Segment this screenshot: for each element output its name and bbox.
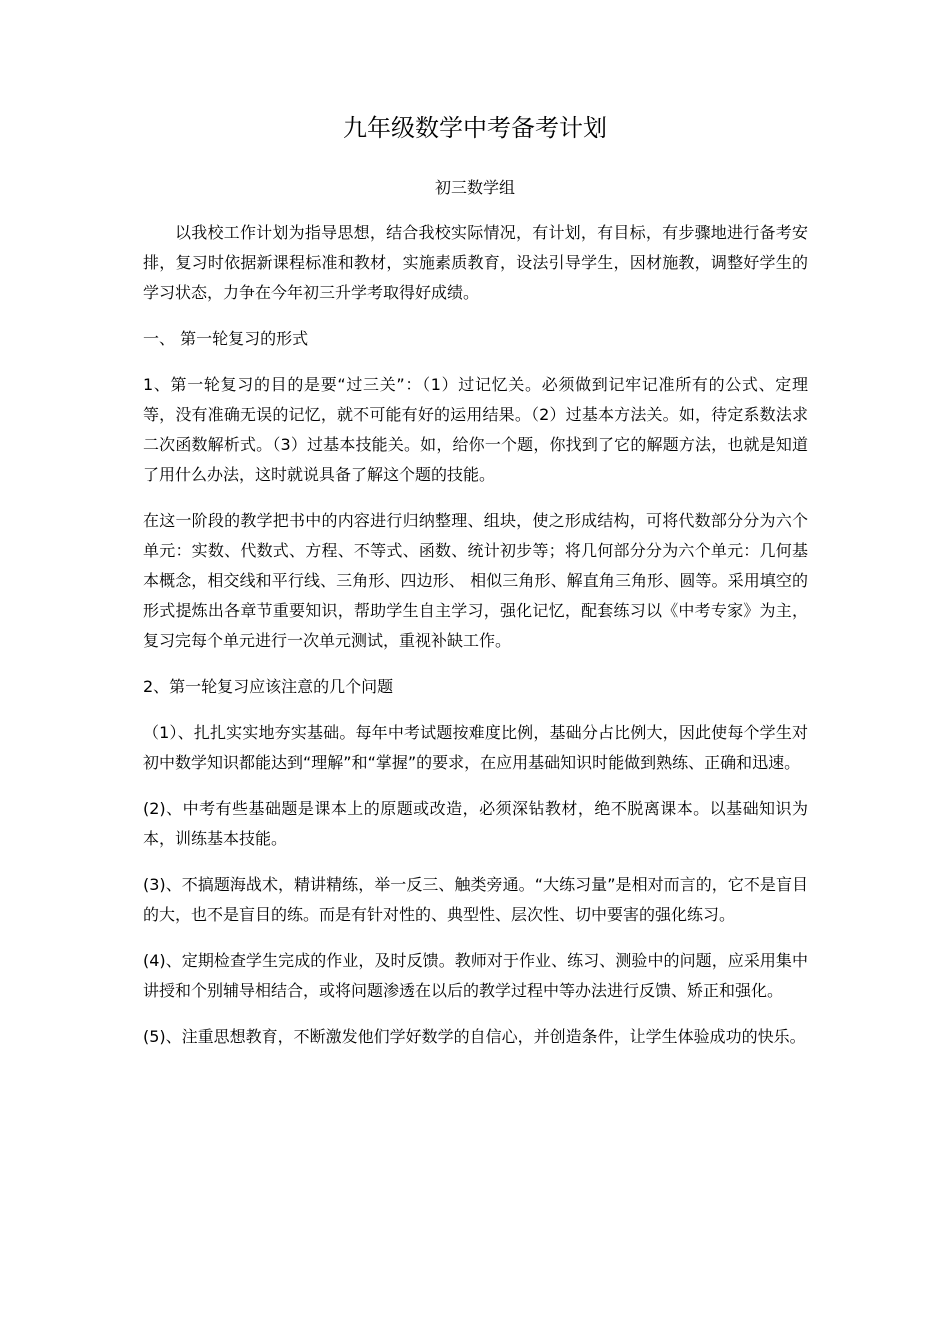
- note-paragraph-3: (3)、不搞题海战术，精讲精练，举一反三、触类旁通。“大练习量”是相对而言的，它不是盲目的大，也不是盲目的练。而是有针对性的、典型性、层次性、切中要害的强化练习。: [143, 875, 808, 924]
- item-2-heading: 2、第一轮复习应该注意的几个问题: [143, 677, 394, 696]
- stage-paragraph: 在这一阶段的教学把书中的内容进行归纳整理、组块，使之形成结构，可将代数部分分为六个单元：实数、代数式、方程、不等式、函数、统计初步等；将几何部分分为六个单元：几何基本概念，相交线和平行线、三角形、四边形、 相似三角形、解直角三角形、圆等。采用填空的形式提炼出各章节重要知识，帮助学生自主学习，强化记忆，配套练习以《中考专家》为主，复习完每个单元进行一次单元测试，重视补缺工作。: [143, 511, 808, 650]
- intro-paragraph: 以我校工作计划为指导思想，结合我校实际情况，有计划，有目标，有步骤地进行备考安排，复习时依据新课程标准和教材，实施素质教育，设法引导学生，因材施教，调整好学生的学习状态，力争在今年初三升学考取得好成绩。: [143, 223, 808, 302]
- document-subtitle: 初三数学组: [434, 178, 515, 197]
- note-paragraph-1: （1）、扎扎实实地夯实基础。每年中考试题按难度比例，基础分占比例大，因此使每个学生对初中数学知识都能达到“理解”和“掌握”的要求，在应用基础知识时能做到熟练、正确和迅速。: [143, 723, 808, 772]
- note-paragraph-2: (2)、中考有些基础题是课本上的原题或改造，必须深钻教材，绝不脱离课本。以基础知识为本，训练基本技能。: [143, 799, 808, 848]
- note-paragraph-4: (4)、定期检查学生完成的作业，及时反馈。教师对于作业、练习、测验中的问题，应采用集中讲授和个别辅导相结合，或将问题渗透在以后的教学过程中等办法进行反馈、矫正和强化。: [143, 951, 808, 1000]
- note-paragraph-5: (5)、注重思想教育，不断激发他们学好数学的自信心，并创造条件，让学生体验成功的快乐。: [143, 1027, 806, 1046]
- document-title: 九年级数学中考备考计划: [343, 114, 607, 142]
- item-1-paragraph: 1、第一轮复习的目的是要“过三关”：（1）过记忆关。必须做到记牢记准所有的公式、定理等，没有准确无误的记忆，就不可能有好的运用结果。（2）过基本方法关。如，待定系数法求二次函数解析式。（3）过基本技能关。如，给你一个题，你找到了它的解题方法，也就是知道了用什么办法，这时就说具备了解这个题的技能。: [143, 375, 808, 484]
- section-heading-1: 一、 第一轮复习的形式: [143, 329, 309, 348]
- document-body: [143, 218, 808, 1068]
